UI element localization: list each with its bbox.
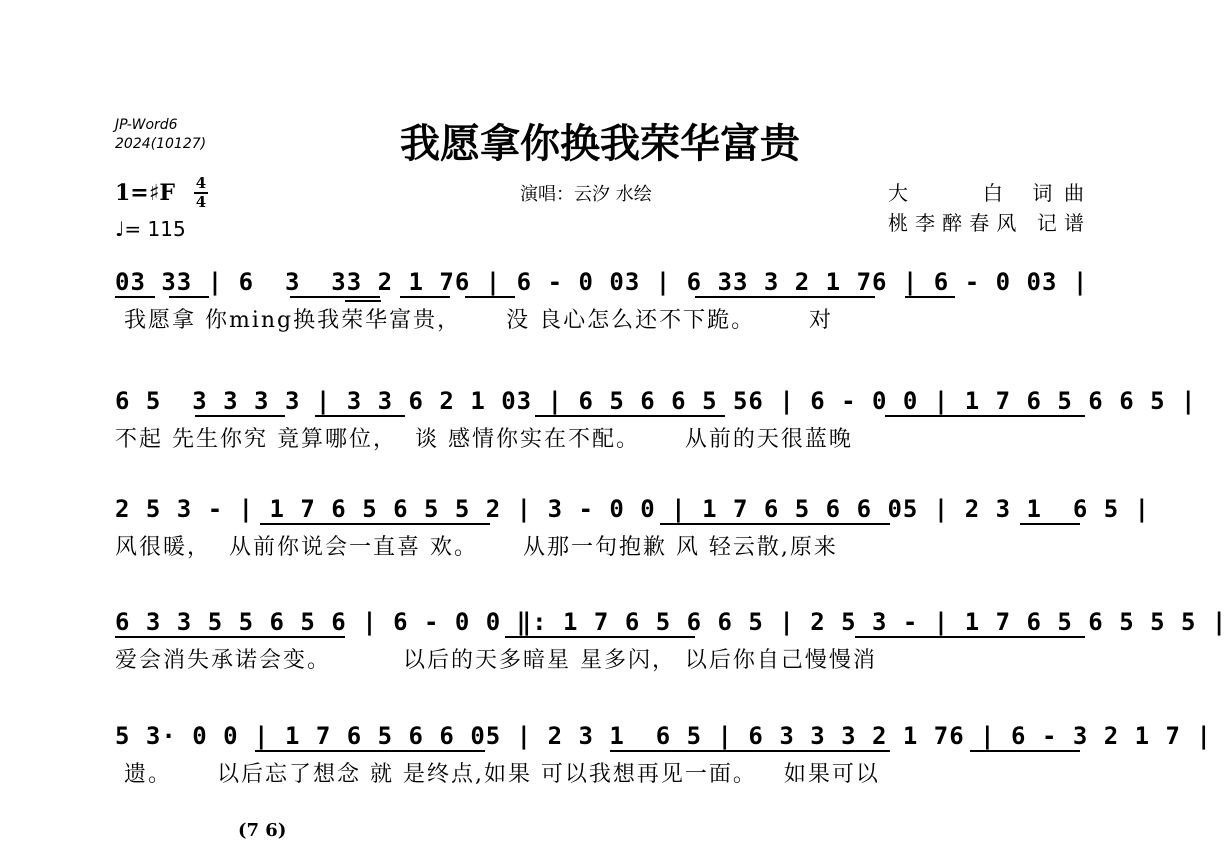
underlines-row-1 [115,296,1090,306]
song-title: 我愿拿你换我荣华富贵 [400,120,800,167]
time-denominator: 4 [195,193,207,211]
singer-credit: 演唱：云汐 水绘 [520,184,652,205]
underlines-row-4 [115,636,1090,646]
lyrics-row-4: 爱会消失承诺会变。 以后的天多暗星 星多闪， 以后你自己慢慢消 [115,648,877,673]
notation-row-2: 6 5 3 3 3 3 | 3 3 6 2 1 03 | 6 5 6 6 5 56 | 6 - 0 0 | 1 7 6 5 6 6 5 | [115,387,1197,415]
underlines-row-2 [115,415,1090,425]
notation-row-5: 5 3· 0 0 | 1 7 6 5 6 6 05 | 2 3 1 6 5 | 6 3 3 3 2 1 76 | 6 - 3 2 1 7 | [115,722,1212,750]
lyrics-row-1: 我愿拿 你ming换我荣华富贵， 没 良心怎么还不下跪。 对 [115,308,834,333]
software-name: JP-Word6 [115,117,178,133]
transcriber-credit: 桃李醉春风 记谱 [888,211,1084,235]
notation-row-4: 6 3 3 5 5 6 5 6 | 6 - 0 0 ‖: 1 7 6 5 6 6 5 | 2 5 3 - | 1 7 6 5 6 5 5 5 | [115,608,1227,636]
ornament-notation: (7 6) [238,820,287,841]
key-signature: 1=♯F [115,180,176,206]
notation-row-1: 03 33 | 6 3 33 2 1 76 | 6 - 0 03 | 6 33 3 2 1 76 | 6 - 0 03 | [115,268,1089,296]
lyrics-row-2: 不起 先生你究 竟算哪位， 谈 感情你实在不配。 从前的天很蓝晚 [115,427,853,452]
underlines-row-3 [115,523,1090,533]
credits [888,178,1084,238]
tempo-marking: ♩= 115 [115,217,186,241]
time-signature [194,176,208,210]
underlines-row-5 [115,750,1090,760]
time-numerator: 4 [195,174,207,192]
lyrics-row-3: 风很暖， 从前你说会一直喜 欢。 从那一句抱歉 风 轻云散,原来 [115,535,838,560]
composer-credit: 大 白 词曲 [888,181,1084,205]
lyrics-row-5: 遗。 以后忘了想念 就 是终点,如果 可以我想再见一面。 如果可以 [115,762,880,787]
notation-row-3: 2 5 3 - | 1 7 6 5 6 5 5 2 | 3 - 0 0 | 1 7 6 5 6 6 05 | 2 3 1 6 5 | [115,495,1151,523]
catalog-number: 2024(10127) [115,136,207,152]
